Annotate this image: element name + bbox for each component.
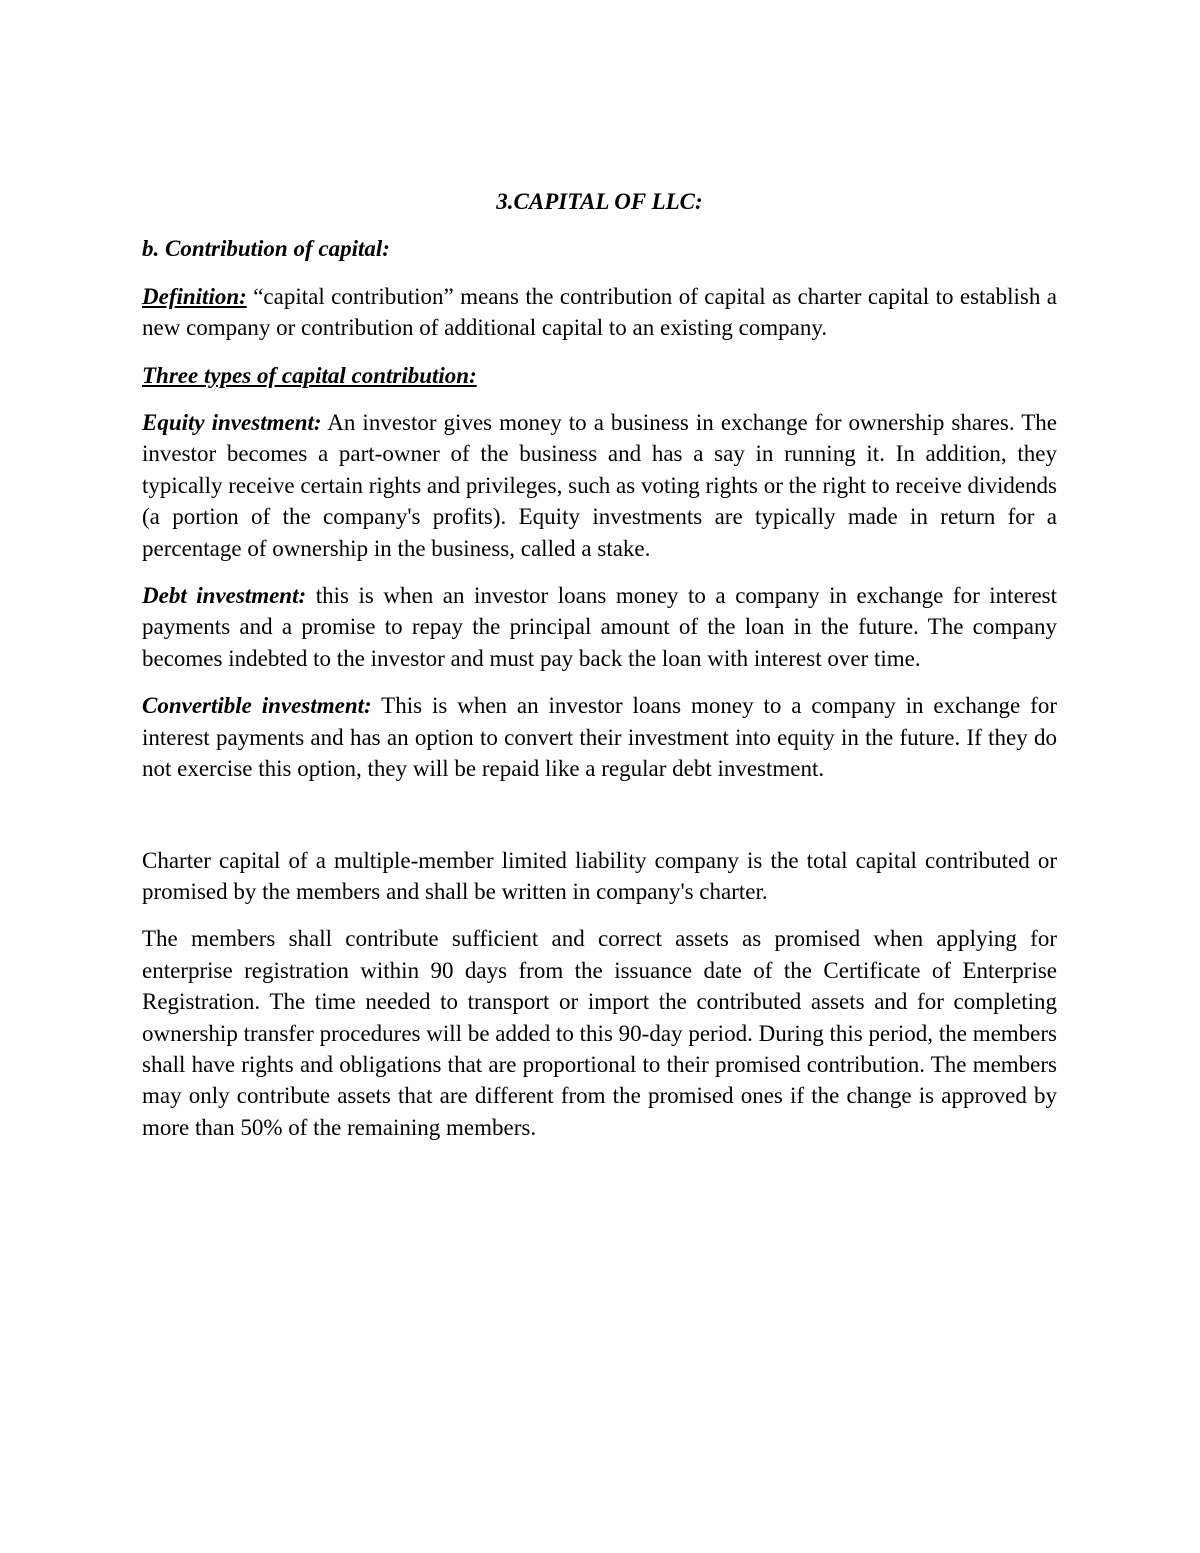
equity-investment-text: An investor gives money to a business in exchange for ownership shares. The investor becomes a part-owner of the business and has a say in running it. In addition, they typically receive certain rights and privileges, such as voting rights or the right to receive dividends (a portion of the company's profits). Equity investments are typically made in return for a percentage of ownership in the business, called a stake. <box>142 410 1057 561</box>
debt-investment-text: this is when an investor loans money to a company in exchange for interest payments and a promise to repay the principal amount of the loan in the future. The company becomes indebted to the investor and must pay back the loan with interest over time. <box>142 583 1057 671</box>
definition-label: Definition: <box>142 283 247 309</box>
equity-investment-label: Equity investment: <box>142 410 322 436</box>
members-contribution-paragraph: The members shall contribute sufficient and correct assets as promised when applying for enterprise registration within 90 days from the issuance date of the Certificate of Enterprise Registration. The time needed to transport or import the contributed assets and for completing ownership transfer procedures will be added to this 90-day period. During this period, the members shall have rights and obligations that are proportional to their promised contribution. The members may only contribute assets that are different from the promised ones if the change is approved by more than 50% of the remaining members. <box>142 926 1057 1140</box>
equity-investment-paragraph <box>142 407 1057 564</box>
debt-investment-paragraph <box>142 580 1057 674</box>
document-body <box>142 186 1057 1159</box>
definition-paragraph <box>142 281 1057 344</box>
charter-capital-paragraph: Charter capital of a multiple-member limited liability company is the total capital contributed or promised by the members and shall be written in company's charter. <box>142 847 1057 904</box>
convertible-investment-label: Convertible investment: <box>142 693 372 719</box>
section-title: 3.CAPITAL OF LLC: <box>496 189 703 214</box>
convertible-investment-paragraph <box>142 690 1057 784</box>
debt-investment-label: Debt investment: <box>142 583 307 609</box>
blank-line <box>142 801 1057 845</box>
convertible-investment-text: This is when an investor loans money to a company in exchange for interest payments and has an option to convert their investment into equity in the future. If they do not exercise this option, they will be repaid like a regular debt investment. <box>142 693 1057 782</box>
subsection-title: b. Contribution of capital: <box>142 236 390 262</box>
definition-text: “capital contribution” means the contribution of capital as charter capital to establish a new company or contribution of additional capital to an existing company. <box>142 283 1057 341</box>
types-heading: Three types of capital contribution: <box>142 362 477 388</box>
